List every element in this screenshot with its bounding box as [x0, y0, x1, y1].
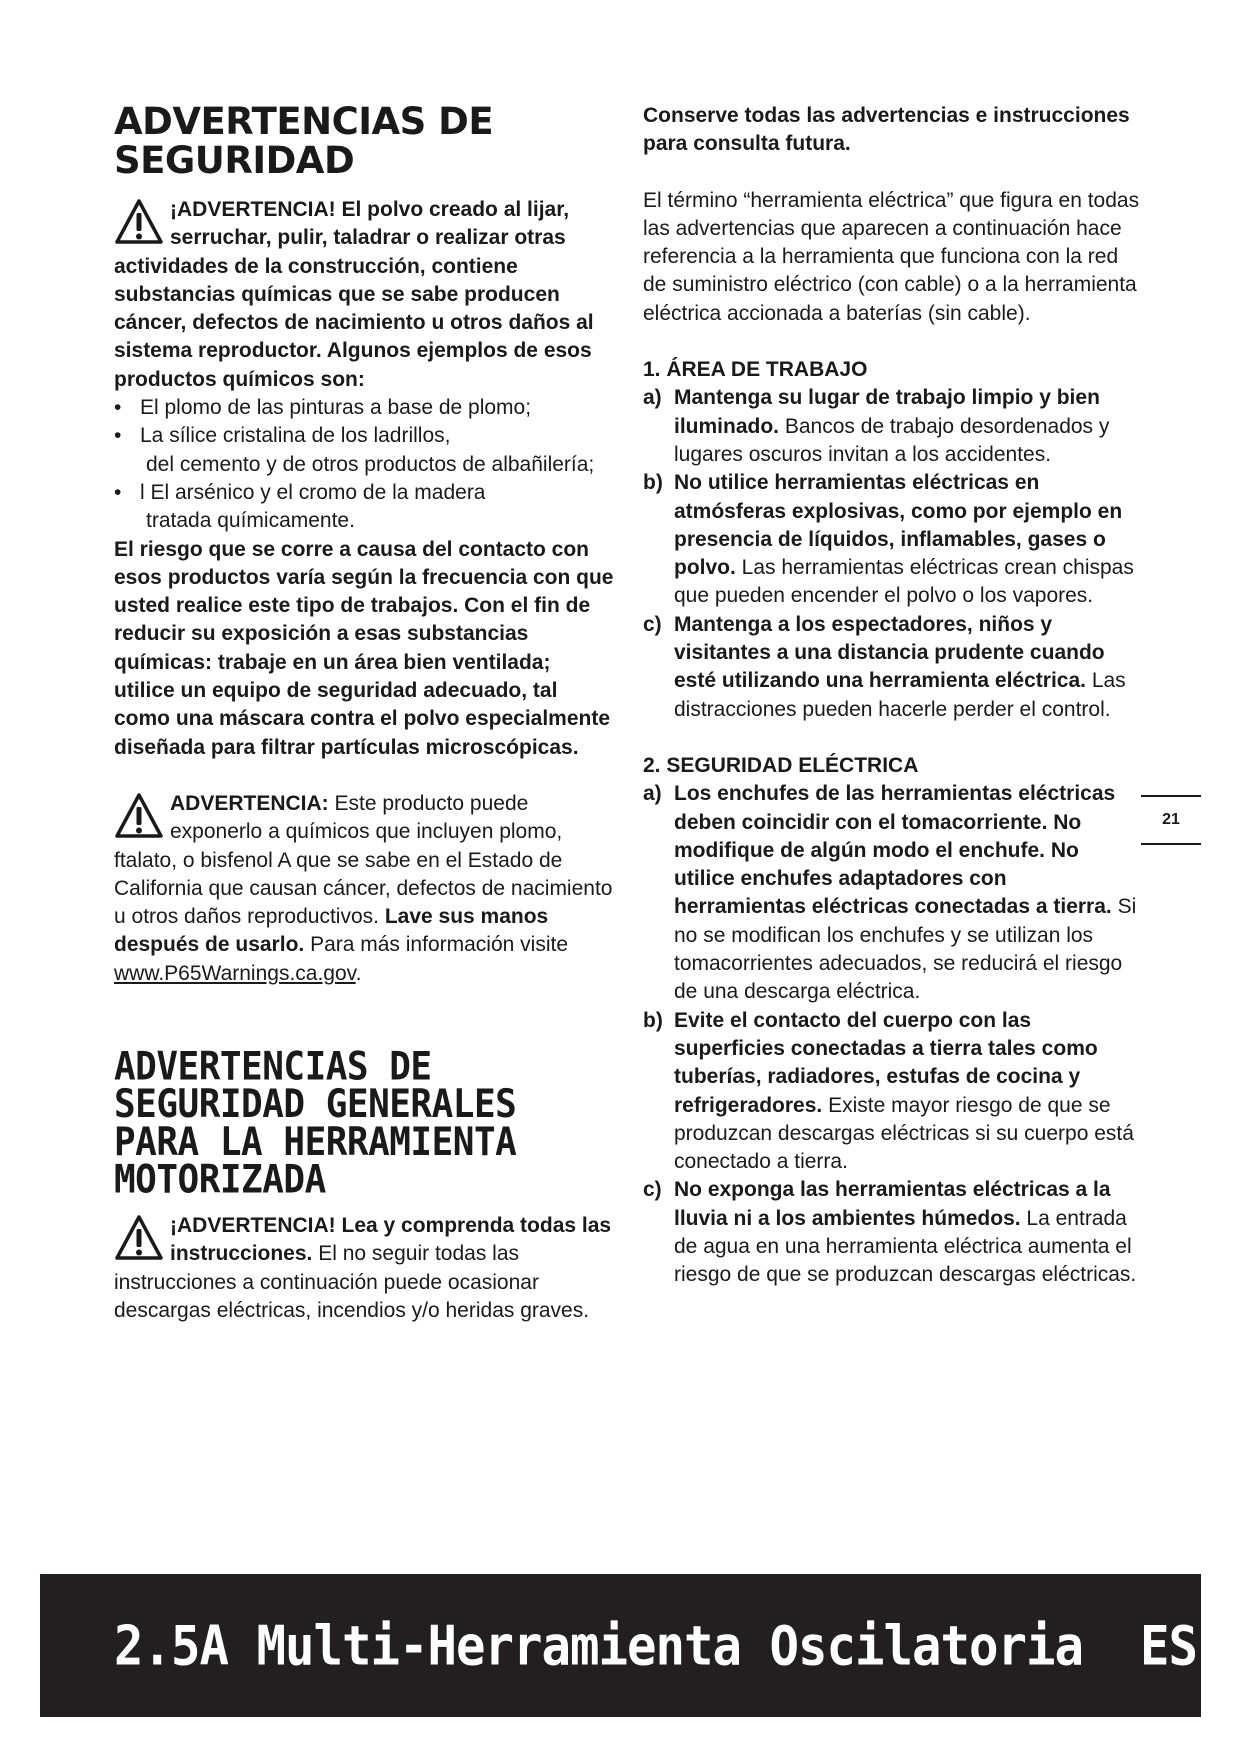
keep-instructions-note: Conserve todas las advertencias e instrucciones para consulta futura.: [643, 104, 1130, 156]
read-instructions-text: ¡ADVERTENCIA! Lea y comprenda todas las instrucciones. El no seguir todas las instrucciones a continuación puede ocasionar descargas eléctricas, incendios y/o heridas graves.: [114, 1214, 612, 1322]
prop65-text: ADVERTENCIA: Este producto puede exponerlo a químicos que incluyen plomo, ftalato, o bisfenol A que se sabe en el Estado de California que causan cáncer, defectos de nacimiento u otros daños reproductivos. Lave sus manos después de usarlo. Para más información visite www.P65Warnings.ca.gov.: [114, 791, 613, 985]
power-tool-definition: El término “herramienta eléctrica” que figura en todas las advertencias que aparecen a continuación hace referencia a la herramienta que funciona con la red de suministro eléctrico (con cable) o a la herramienta eléctrica accionada a baterías (sin cable).: [643, 188, 1140, 325]
title-line: MOTORIZADA: [114, 1158, 326, 1203]
prop65-warning: [114, 790, 614, 988]
list-item: c) Mantenga a los espectadores, niños y visitantes a una distancia prudente cuando esté utilizando una herramienta eléctrica. Las distracciones pueden hacerle perder el control.: [643, 612, 1126, 721]
read-instructions-warning: [114, 1212, 614, 1325]
general-safety-title: [114, 1044, 614, 1203]
warning-triangle-icon: [114, 792, 164, 840]
safety-warnings-title: [114, 102, 614, 180]
title-line: ADVERTENCIAS DE: [114, 100, 494, 143]
chemicals-list: [114, 394, 614, 535]
section-electrical-heading: 2. SEGURIDAD ELÉCTRICA: [643, 753, 919, 777]
list-item: b) No utilice herramientas eléctricas en atmósferas explosivas, como por ejemplo en presencia de líquidos, inflamables, gases o polvo. Las herramientas eléctricas crean chispas que pueden encender el polvo o los vapores.: [643, 471, 1134, 608]
title-line: SEGURIDAD: [114, 139, 355, 182]
footer-title: 2.5A Multi-Herramienta Oscilatoria ES: [114, 1615, 1198, 1678]
p65-link[interactable]: www.P65Warnings.ca.gov: [114, 961, 356, 985]
list-item: • La sílice cristalina de los ladrillos, del cemento y de otros productos de albañilería;: [114, 422, 614, 479]
warning-triangle-icon: [114, 1214, 164, 1262]
right-column: [643, 102, 1143, 1290]
dust-warning-text: ¡ADVERTENCIA! El polvo creado al lijar, serruchar, pulir, taladrar o realizar otras actividades de la construcción, contiene substancias químicas que se sabe producen cáncer, defectos de nacimiento u otros daños al sistema reproductor. Algunos ejemplos de esos productos químicos son:: [114, 198, 594, 391]
risk-paragraph: El riesgo que se corre a causa del contacto con esos productos varía según la frecuencia con que usted realice este tipo de trabajos. Con el fin de reducir su exposición a esas substancias químicas: trabaje en un área bien ventilada; utilice un equipo de seguridad adecuado, tal como una máscara contra el polvo especialmente diseñada para filtrar partículas microscópicas.: [114, 537, 614, 759]
list-item: a) Los enchufes de las herramientas eléctricas deben coincidir con el tomacorriente. No modifique de algún modo el enchufe. No utilice enchufes adaptadores con herramientas eléctricas conectadas a tierra. Si no se modifican los enchufes y se utilizan los tomacorrientes adecuados, se reducirá el riesgo de una descarga eléctrica.: [643, 782, 1137, 1004]
title-line: PARA LA HERRAMIENTA: [114, 1120, 517, 1165]
section-work-area-heading: 1. ÁREA DE TRABAJO: [643, 358, 868, 382]
footer-bar: [40, 1574, 1201, 1717]
list-item: a) Mantenga su lugar de trabajo limpio y bien iluminado. Bancos de trabajo desordenados y lugares oscuros invitan a los accidentes.: [643, 386, 1110, 466]
list-item: b) Evite el contacto del cuerpo con las superficies conectadas a tierra tales como tuberías, radiadores, estufas de cocina y refrigeradores. Existe mayor riesgo de que se produzcan descargas eléctricas si su cuerpo está conectado a tierra.: [643, 1008, 1134, 1174]
title-line: ADVERTENCIAS DE: [114, 1044, 432, 1090]
warning-triangle-icon: [114, 198, 164, 246]
list-item: • El plomo de las pinturas a base de plomo;: [114, 394, 614, 422]
list-item: c) No exponga las herramientas eléctricas a la lluvia ni a los ambientes húmedos. La entrada de agua en una herramienta eléctrica aumenta el riesgo de que se produzcan descargas eléctricas.: [643, 1178, 1137, 1287]
title-line: SEGURIDAD GENERALES: [114, 1082, 517, 1127]
list-item: • l El arsénico y el cromo de la madera tratada químicamente.: [114, 479, 614, 536]
page-number: 21: [1141, 795, 1201, 845]
left-column: [114, 102, 614, 1325]
dust-warning: [114, 196, 614, 762]
